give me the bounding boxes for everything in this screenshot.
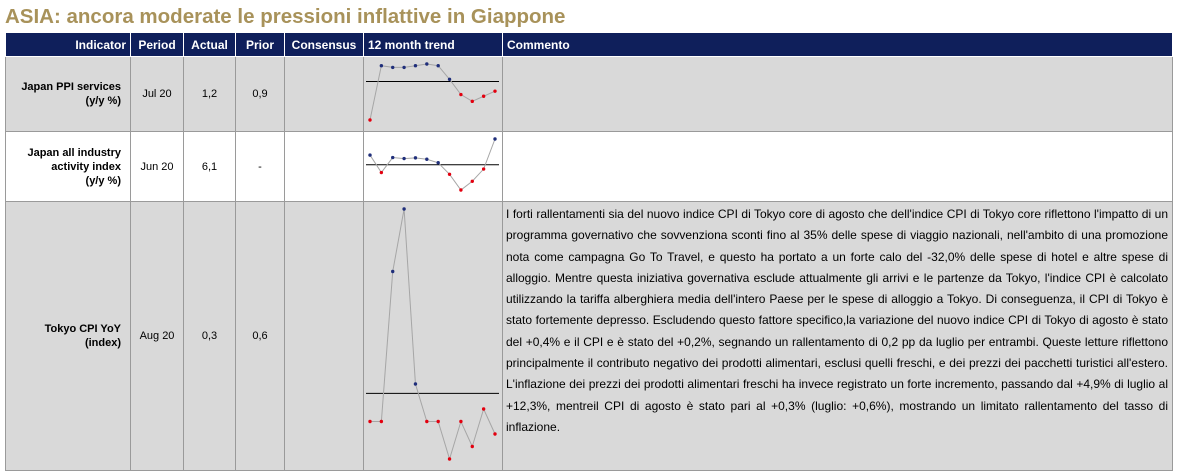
trend-point	[402, 207, 405, 210]
trend-point	[482, 167, 485, 170]
trend-point	[459, 93, 462, 96]
indicator-name: Japan PPI services	[21, 81, 121, 93]
trend-point	[436, 64, 439, 67]
comment-cell	[503, 132, 1173, 202]
sparkline-tokyo-cpi	[364, 202, 503, 466]
trend-point	[471, 180, 474, 183]
trend-cell	[364, 202, 503, 471]
consensus-cell	[285, 132, 364, 202]
trend-point	[368, 420, 371, 423]
trend-point	[471, 445, 474, 448]
col-header-trend: 12 month trend	[364, 33, 503, 57]
trend-point	[459, 188, 462, 191]
trend-point	[380, 420, 383, 423]
indicator-unit: (y/y %)	[85, 174, 121, 187]
trend-point	[402, 157, 405, 160]
indicator-cell	[6, 202, 131, 471]
trend-point	[391, 66, 394, 69]
trend-point	[459, 420, 462, 423]
page-title: ASIA: ancora moderate le pressioni inflattive in Giappone	[5, 5, 566, 28]
trend-line	[370, 64, 495, 120]
col-header-period: Period	[131, 33, 184, 57]
trend-point	[391, 156, 394, 159]
prior-cell: 0,9	[236, 57, 285, 132]
trend-point	[391, 270, 394, 273]
indicator-name-cont: activity index	[51, 160, 121, 173]
trend-point	[368, 118, 371, 121]
indicator-table	[5, 32, 1173, 471]
trend-point	[448, 457, 451, 460]
trend-point	[402, 66, 405, 69]
trend-point	[448, 78, 451, 81]
col-header-actual: Actual	[184, 33, 236, 57]
trend-point	[493, 89, 496, 92]
prior-cell: 0,6	[236, 202, 285, 471]
trend-point	[471, 100, 474, 103]
trend-line	[370, 209, 495, 459]
actual-cell: 0,3	[184, 202, 236, 471]
col-header-comment: Commento	[503, 33, 1173, 57]
col-header-consensus: Consensus	[285, 33, 364, 57]
table-row-ppi-services	[6, 57, 1173, 132]
trend-point	[482, 407, 485, 410]
trend-point	[425, 62, 428, 65]
indicator-unit: (y/y %)	[85, 95, 121, 107]
comment-cell	[503, 57, 1173, 132]
sparkline-ppi-services	[364, 57, 503, 127]
col-header-indicator: Indicator	[6, 33, 131, 57]
trend-point	[414, 156, 417, 159]
col-header-prior: Prior	[236, 33, 285, 57]
indicator-name: Tokyo CPI YoY	[44, 323, 121, 335]
period-cell: Jun 20	[131, 132, 184, 202]
indicator-name: Japan all industry	[27, 146, 121, 159]
consensus-cell	[285, 57, 364, 132]
trend-point	[482, 95, 485, 98]
sparkline-industry-activity	[364, 132, 503, 197]
trend-point	[414, 64, 417, 67]
trend-point	[493, 137, 496, 140]
table-row-industry-activity	[6, 132, 1173, 202]
indicator-cell	[6, 132, 131, 202]
trend-point	[425, 420, 428, 423]
trend-point	[448, 173, 451, 176]
comment-text: I forti rallentamenti sia del nuovo indice CPI di Tokyo core di agosto che dell'indice CPI di Tokyo core riflettono l'impatto di un programma governativo che sovvenziona sconti fino al 35% delle spese di viaggio nazionali, nell'ambito di una promozione nota come campagna Go To Travel, e questo ha portato a un forte calo del -32,0% delle spese di hotel e altre spese di alloggio. Mentre questa iniziativa governativa esclude attualmente gli arrivi e le partenze da Tokyo, l'indice CPI è calcolato utilizzando la tariffa alberghiera media dell'intero Paese per le spese di alloggio a Tokyo. Di conseguenza, il CPI di Tokyo è stato fortemente depresso. Escludendo questo fattore specifico,la variazione del nuovo indice CPI di Tokyo di agosto è stato del +0,4% e il CPI e è stato del +0,2%, segnando un rallentamento di 0,2 pp da luglio per entrambi. Queste letture riflettono principalmente il contributo negativo dei prodotti alimentari, esclusi quelli freschi, e dei prezzi dei pacchetti turistici all'estero. L'inflazione dei prezzi dei prodotti alimentari freschi ha invece registrato un forte incremento, passando dal +4,9% di luglio al +12,3%, mentreil CPI di agosto è stato pari al +0,3% (luglio: +0,6%), mostrando un limitato rallentamento del tasso di inflazione.	[503, 202, 1173, 471]
trend-point	[368, 153, 371, 156]
trend-point	[436, 161, 439, 164]
table-row-tokyo-cpi	[6, 202, 1173, 471]
indicator-unit: (index)	[84, 337, 121, 349]
trend-point	[493, 432, 496, 435]
trend-point	[425, 158, 428, 161]
trend-point	[436, 420, 439, 423]
trend-point	[380, 64, 383, 67]
indicator-cell	[6, 57, 131, 132]
period-cell: Aug 20	[131, 202, 184, 471]
actual-cell: 6,1	[184, 132, 236, 202]
period-cell: Jul 20	[131, 57, 184, 132]
trend-point	[380, 171, 383, 174]
header-row	[6, 33, 1173, 57]
prior-cell: -	[236, 132, 285, 202]
consensus-cell	[285, 202, 364, 471]
actual-cell: 1,2	[184, 57, 236, 132]
trend-cell	[364, 132, 503, 202]
trend-cell	[364, 57, 503, 132]
trend-point	[414, 382, 417, 385]
